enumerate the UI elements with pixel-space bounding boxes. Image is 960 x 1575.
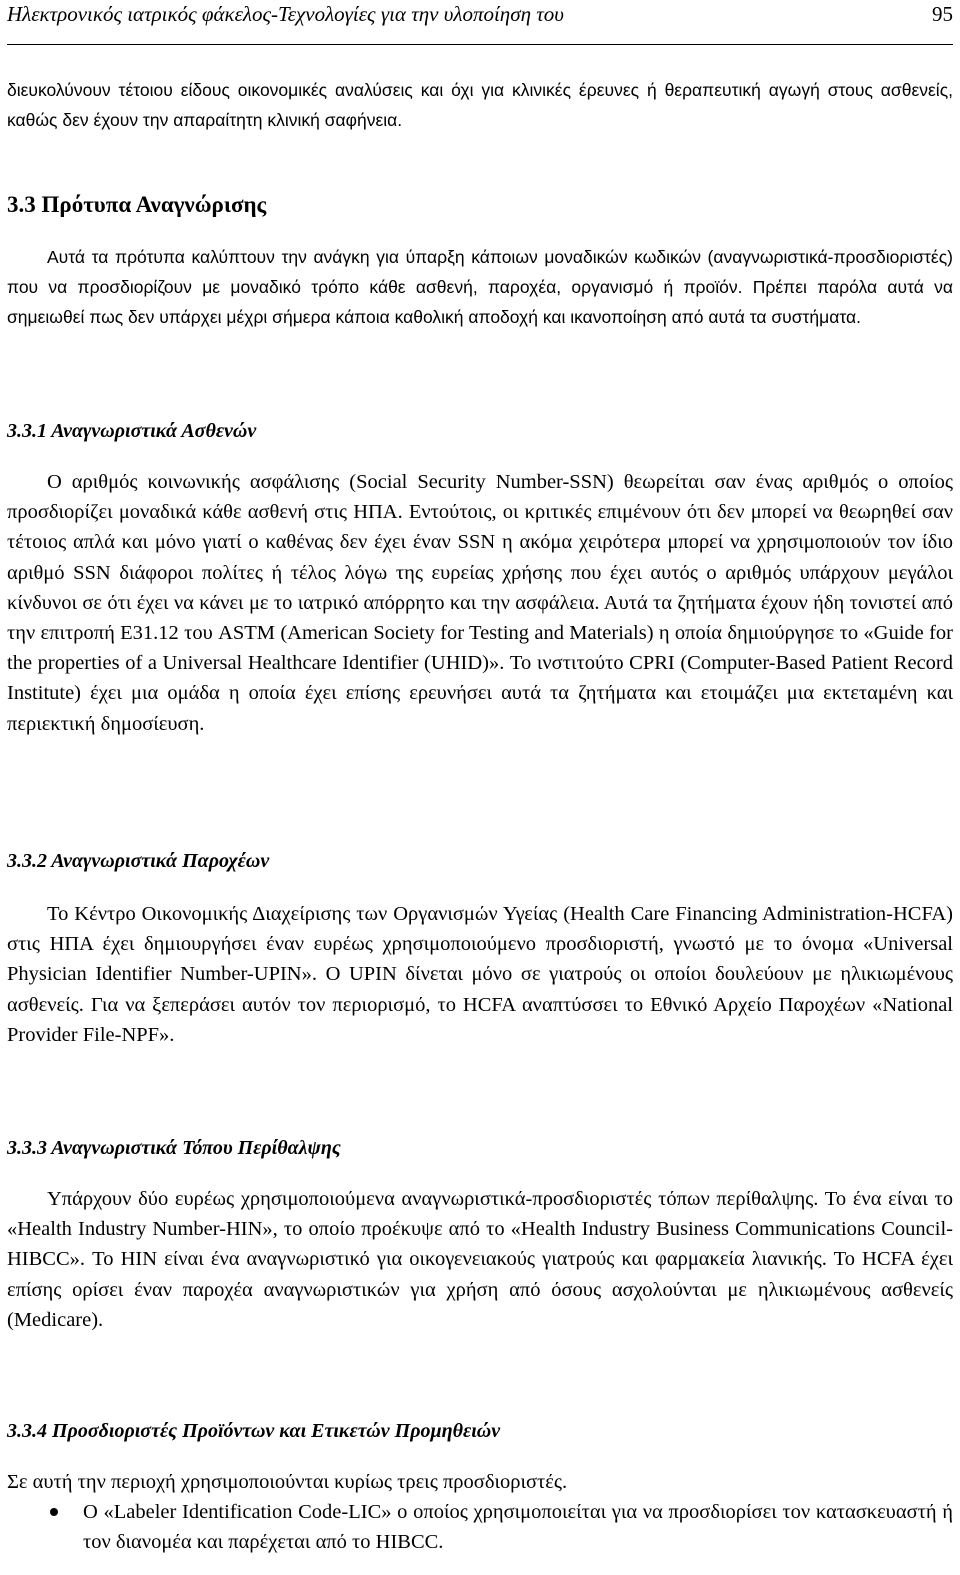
list-item <box>7 1497 953 1557</box>
section-3-3-4-paragraph: Σε αυτή την περιοχή χρησιμοποιούνται κυρίως τρεις προσδιοριστές. <box>7 1471 568 1493</box>
section-heading-3-3-3: 3.3.3 Αναγνωριστικά Τόπου Περίθαλψης <box>7 1137 341 1159</box>
section-heading-3-3: 3.3 Πρότυπα Αναγνώρισης <box>7 192 267 217</box>
section-3-3-paragraph: Αυτά τα πρότυπα καλύπτουν την ανάγκη για ύπαρξη κάποιων μοναδικών κωδικών (αναγνωριστικά-προσδιοριστές) που να προσδιορίζουν με μοναδικό τρόπο κάθε ασθενή, παροχέα, οργανισμό ή προϊόν. Πρέπει παρόλα αυτά να σημειωθεί πως δεν υπάρχει μέχρι σήμερα κάποια καθολική αποδοχή και ικανοποίηση από αυτά τα συστήματα. <box>7 247 953 327</box>
section-heading-3-3-2: 3.3.2 Αναγνωριστικά Παροχέων <box>7 850 270 872</box>
identifier-bullet-list <box>7 1497 953 1557</box>
intro-paragraph: διευκολύνουν τέτοιου είδους οικονομικές αναλύσεις και όχι για κλινικές έρευνες ή θεραπευτική αγωγή στους ασθενείς, καθώς δεν έχουν την απαραίτητη κλινική σαφήνεια. <box>7 80 953 130</box>
section-3-3-3-paragraph: Υπάρχουν δύο ευρέως χρησιμοποιούμενα αναγνωριστικά-προσδιοριστές τόπων περίθαλψης. Το ένα είναι το «Health Industry Number-HIN», το οποίο προέκυψε από το «Health Industry Business Communications Council-HIBCC». Το HIN είναι ένα αναγνωριστικό για οικογενειακούς γιατρούς και φαρμακεία λιανικής. Το HCFA έχει επίσης ορίσει έναν παροχέα αναγνωριστικών για χρήση από όσους ασχολούνται με ηλικιωμένους ασθενείς (Medicare). <box>7 1188 953 1331</box>
running-header <box>7 0 953 45</box>
bullet-icon <box>50 1508 58 1516</box>
list-item-text: Ο «Labeler Identification Code-LIC» ο οποίος χρησιμοποιείται για να προσδιορίσει τον κατασκευαστή ή τον διανομέα και παρέχεται από το HIBCC. <box>83 1501 953 1554</box>
section-3-3-2-paragraph: Το Κέντρο Οικονομικής Διαχείρισης των Οργανισμών Υγείας (Health Care Financing Administration-HCFA) στις ΗΠΑ έχει δημιουργήσει έναν ευρέως χρησιμοποιούμενο προσδιοριστή, γνωστό με το όνομα «Universal Physician Identifier Number-UPIN». Ο UPIN δίνεται μόνο σε γιατρούς οι οποίοι δουλεύουν με ηλικιωμένους ασθενείς. Για να ξεπεράσει αυτόν τον περιορισμό, το HCFA αναπτύσσει το Εθνικό Αρχείο Παροχέων «National Provider File-NPF». <box>7 903 953 1046</box>
section-3-3-1-paragraph: Ο αριθμός κοινωνικής ασφάλισης (Social Security Number-SSN) θεωρείται σαν ένας αριθμός ο οποίος προσδιορίζει μοναδικά κάθε ασθενή στις ΗΠΑ. Εντούτοις, οι κριτικές επιμένουν ότι δεν μπορεί να θεωρηθεί σαν τέτοιος απλά και μόνο γιατί ο καθένας δεν έχει έναν SSN η ακόμα χειρότερα μπορεί να χρησιμοποιούν τον ίδιο αριθμό SSN διάφοροι πολίτες ή τέλος λόγω της ευρείας χρήσης που έχει αυτός ο αριθμός υπάρχουν μεγάλοι κίνδυνοι σε ότι έχει να κάνει με το ιατρικό απόρρητο και την ασφάλεια. Αυτά τα ζητήματα έχουν ήδη τονιστεί από την επιτροπή E31.12 του ASTM (American Society for Testing and Materials) η οποία δημιούργησε το «Guide for the properties of a Universal Healthcare Identifier (UHID)». Το ινστιτούτο CPRI (Computer-Based Patient Record Institute) έχει μια ομάδα η οποία έχει επίσης ερευνήσει αυτά τα ζητήματα και ετοιμάζει μια εκτεταμένη και περιεκτική δημοσίευση. <box>7 471 953 735</box>
section-heading-3-3-1: 3.3.1 Αναγνωριστικά Ασθενών <box>7 420 257 442</box>
header-title: Ηλεκτρονικός ιατρικός φάκελος-Τεχνολογίες για την υλοποίηση του <box>7 2 564 26</box>
page-number: 95 <box>932 2 953 26</box>
section-heading-3-3-4: 3.3.4 Προσδιοριστές Προϊόντων και Ετικετών Προμηθειών <box>7 1420 501 1442</box>
